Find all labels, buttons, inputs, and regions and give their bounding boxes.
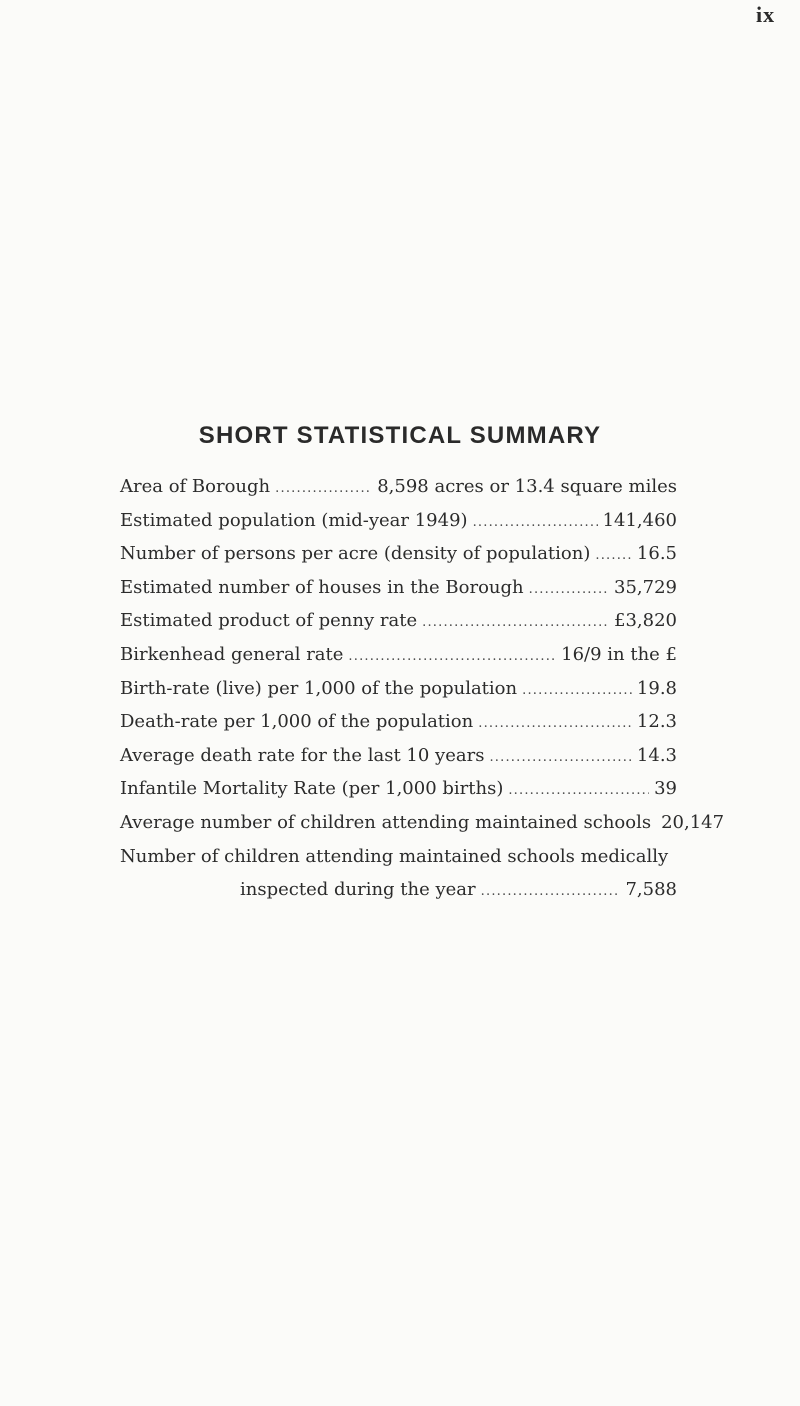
row-label: Birth-rate (live) per 1,000 of the population — [120, 677, 518, 699]
page-number: ix — [756, 2, 776, 27]
summary-row-density — [120, 543, 677, 577]
row-label: Infantile Mortality Rate (per 1,000 births) — [120, 778, 504, 800]
dot-leader — [473, 515, 598, 530]
row-label: Estimated number of houses in the Borough — [120, 576, 524, 598]
dot-leader — [478, 716, 632, 731]
row-value: 141,460 — [602, 509, 677, 531]
row-value: 20,147 — [661, 811, 725, 833]
row-value: 12.3 — [636, 711, 677, 733]
row-label: Area of Borough — [120, 476, 271, 497]
row-value: 16/9 in the £ — [561, 643, 677, 665]
dot-leader — [508, 783, 649, 798]
summary-list — [120, 476, 725, 913]
summary-row-birth-rate — [120, 678, 677, 712]
row-label: Birkenhead general rate — [120, 643, 344, 665]
row-label: Average death rate for the last 10 years — [120, 744, 485, 766]
summary-row-infant-mortality — [120, 778, 677, 812]
summary-row-population — [120, 510, 677, 544]
summary-row-penny-rate — [120, 610, 677, 644]
summary-row-school-attendance — [120, 811, 725, 846]
row-value: 7,588 — [625, 879, 677, 901]
dot-leader — [489, 750, 631, 765]
row-label: Average number of children attending maintained schools — [120, 811, 652, 833]
dot-leader — [522, 683, 632, 698]
row-label: Number of children attending maintained schools medically — [120, 845, 669, 867]
summary-row-area — [120, 476, 677, 510]
summary-row-average-death-rate — [120, 745, 677, 779]
row-label: Estimated population (mid-year 1949) — [120, 509, 468, 531]
row-value: 35,729 — [614, 576, 677, 598]
dot-leader — [422, 615, 609, 630]
row-value: 14.3 — [636, 744, 677, 766]
dot-leader — [595, 548, 632, 563]
row-value: £3,820 — [614, 610, 677, 632]
dot-leader — [481, 884, 621, 899]
row-value: 16.5 — [636, 543, 677, 565]
row-label: Death-rate per 1,000 of the population — [120, 711, 474, 733]
dot-leader — [275, 481, 372, 496]
row-value: 19.8 — [636, 677, 677, 699]
page-title: SHORT STATISTICAL SUMMARY — [198, 422, 602, 449]
row-value: 39 — [654, 778, 677, 800]
summary-row-houses — [120, 577, 677, 611]
summary-row-general-rate — [120, 644, 677, 678]
row-label: inspected during the year — [240, 879, 476, 901]
dot-leader — [529, 582, 609, 597]
summary-row-medical-inspection — [120, 846, 677, 880]
summary-row-medical-inspection-continued — [120, 879, 677, 913]
summary-row-death-rate — [120, 711, 677, 745]
dot-leader — [348, 649, 556, 664]
row-value: 8,598 acres or 13.4 square miles — [377, 476, 677, 497]
row-label: Number of persons per acre (density of population) — [120, 543, 591, 565]
row-label: Estimated product of penny rate — [120, 610, 418, 632]
